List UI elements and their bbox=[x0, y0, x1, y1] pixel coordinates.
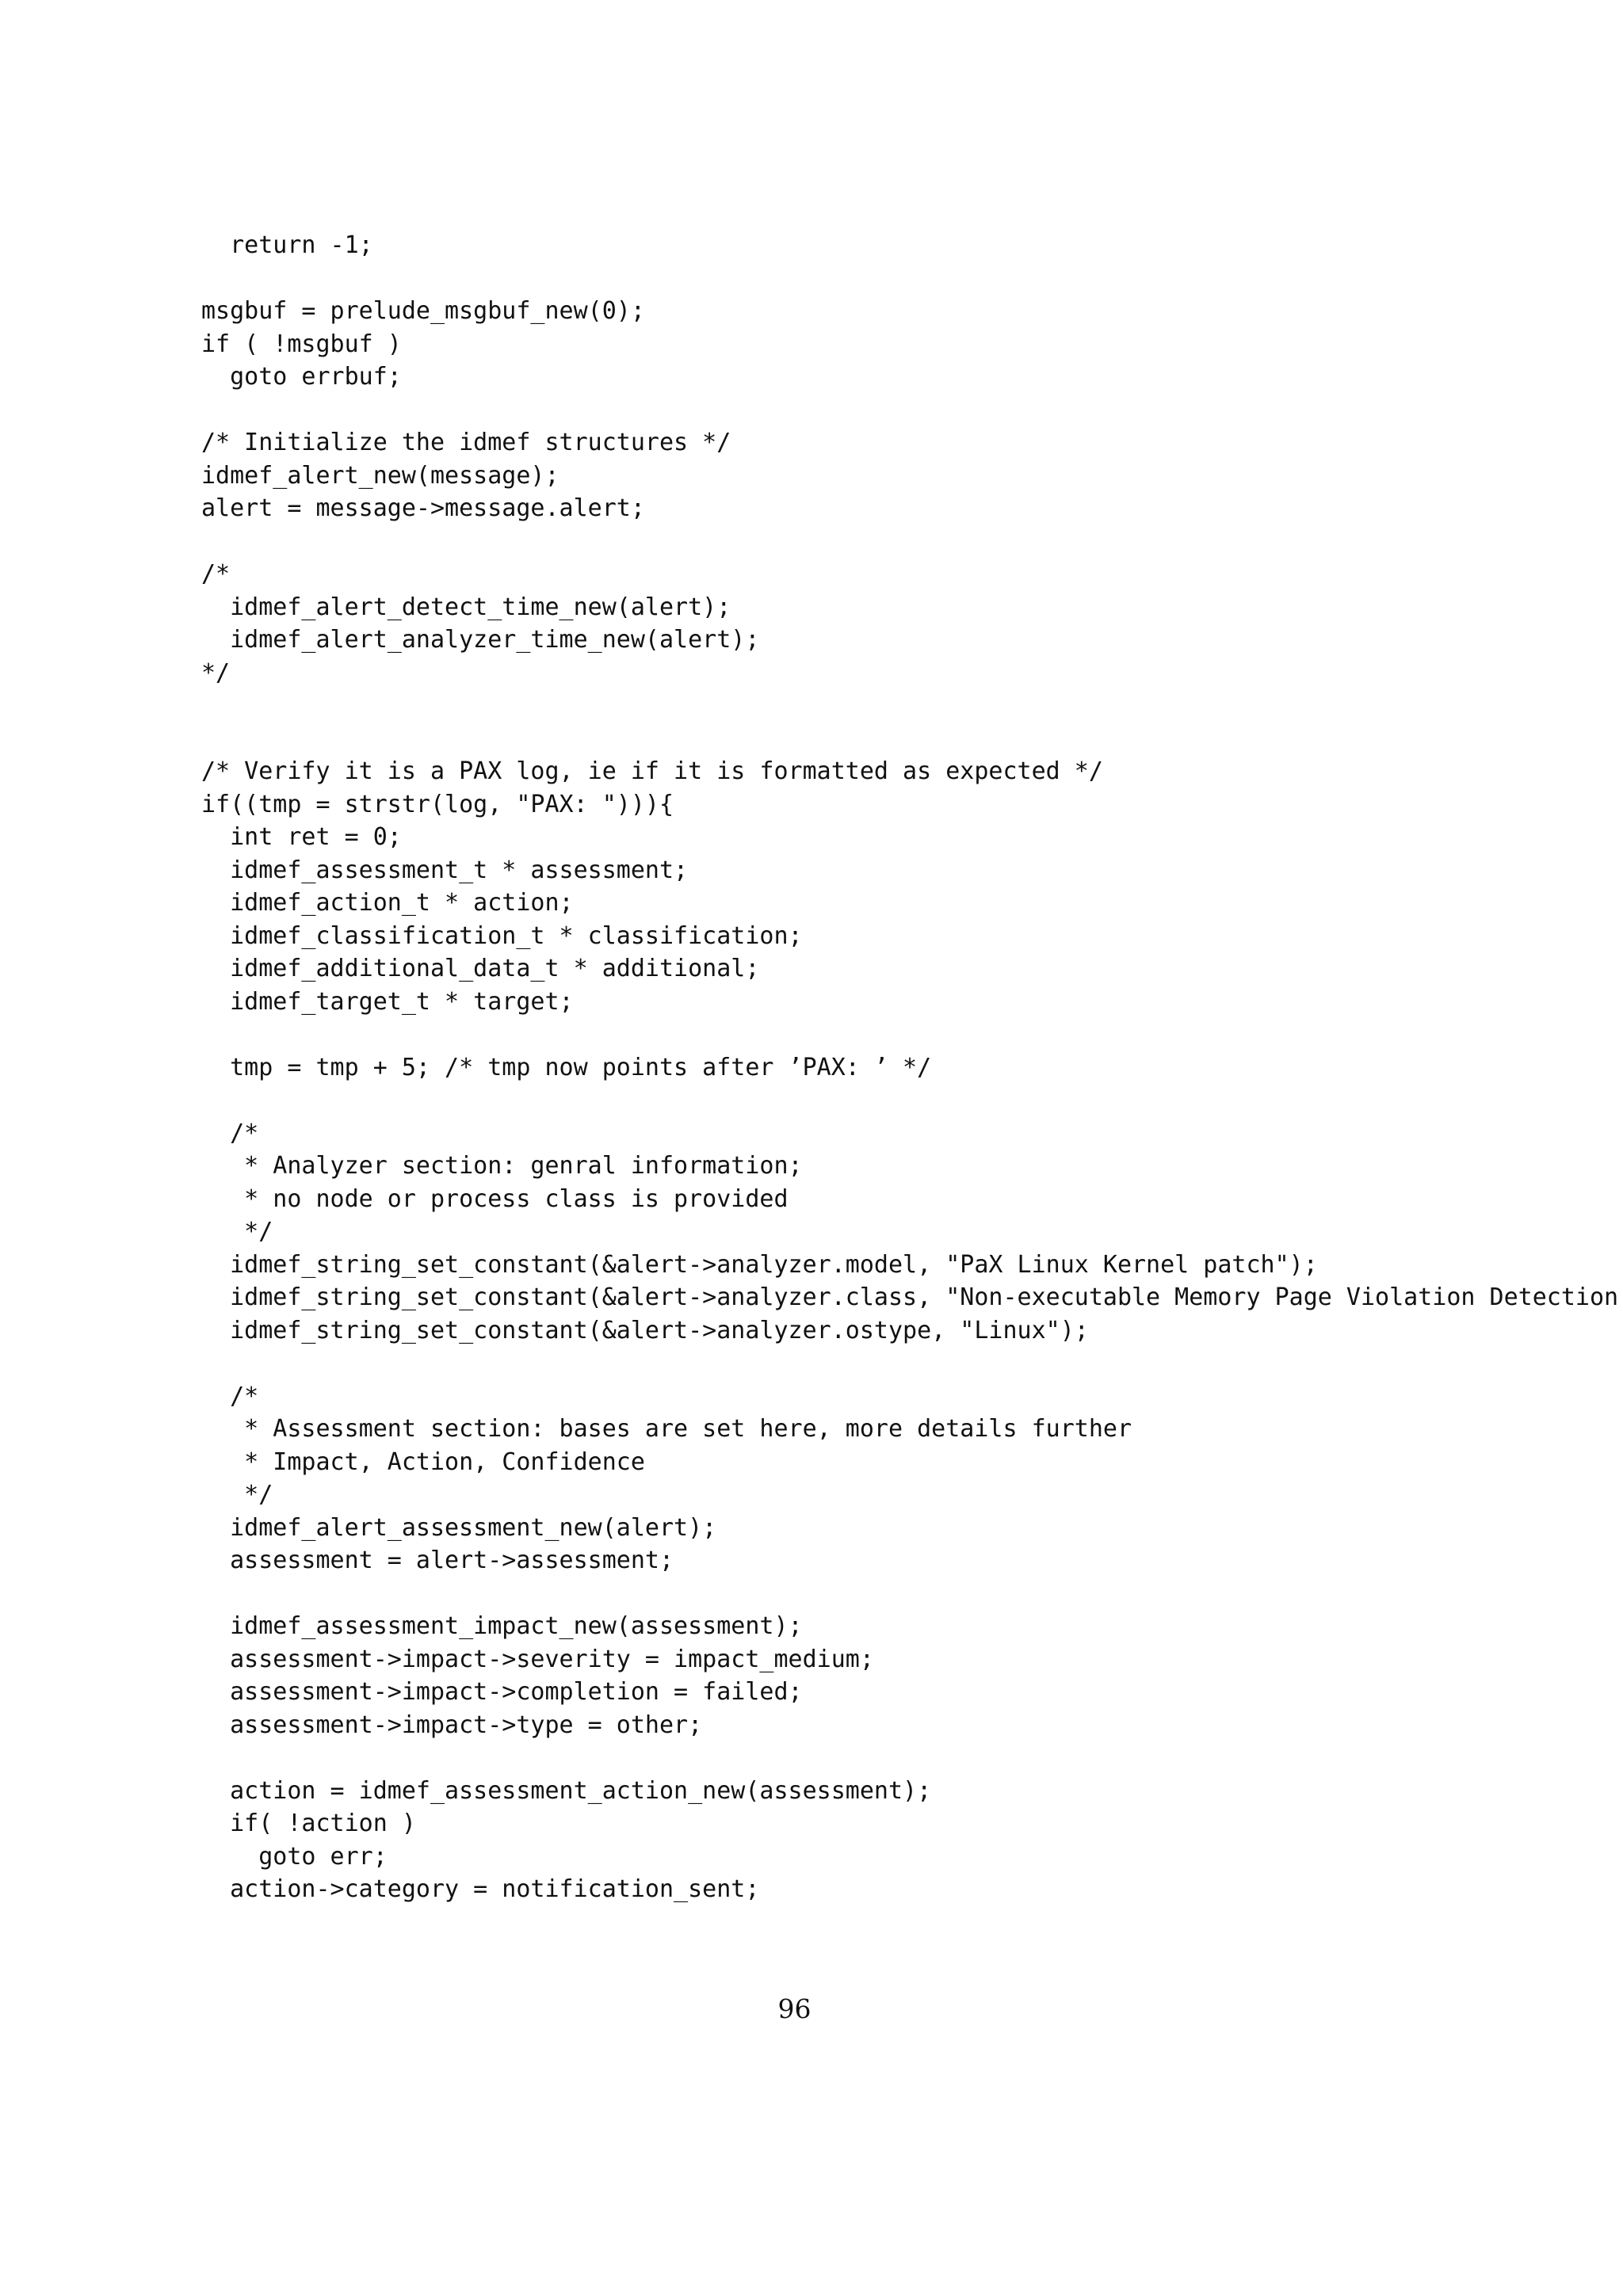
code-line: if ( !msgbuf ) bbox=[201, 330, 402, 358]
code-line bbox=[201, 1018, 1618, 1051]
code-line: idmef_alert_analyzer_time_new(alert); bbox=[201, 626, 760, 654]
code-line: idmef_action_t * action; bbox=[201, 889, 574, 917]
code-line: idmef_assessment_t * assessment; bbox=[201, 856, 689, 884]
code-line bbox=[201, 394, 1618, 427]
code-line bbox=[201, 262, 1618, 296]
code-line: tmp = tmp + 5; /* tmp now points after ’PAX: ’ */ bbox=[201, 1053, 932, 1081]
code-line: * Impact, Action, Confidence bbox=[201, 1447, 645, 1476]
code-line: idmef_additional_data_t * additional; bbox=[201, 955, 760, 982]
code-line: idmef_alert_new(message); bbox=[201, 461, 559, 490]
code-line: if((tmp = strstr(log, "PAX: "))){ bbox=[201, 790, 674, 818]
code-line: /* bbox=[201, 560, 231, 588]
code-listing bbox=[201, 229, 1618, 1906]
code-line: int ret = 0; bbox=[201, 823, 402, 851]
code-line bbox=[201, 1577, 1618, 1611]
code-line: /* Initialize the idmef structures */ bbox=[201, 429, 731, 456]
code-line: assessment->impact->type = other; bbox=[201, 1711, 703, 1739]
code-line: action->category = notification_sent; bbox=[201, 1875, 760, 1903]
code-line bbox=[201, 525, 1618, 559]
code-line bbox=[201, 1084, 1618, 1117]
code-line: */ bbox=[201, 1481, 273, 1508]
code-line: idmef_target_t * target; bbox=[201, 987, 574, 1016]
code-line: idmef_string_set_constant(&alert->analyzer.class, "Non-executable Memory Page Violation Detection bbox=[201, 1283, 1619, 1311]
code-line: idmef_alert_detect_time_new(alert); bbox=[201, 593, 731, 621]
code-line: * Assessment section: bases are set here, more details further bbox=[201, 1415, 1132, 1443]
code-line bbox=[201, 1741, 1618, 1775]
code-line: /* bbox=[201, 1119, 259, 1147]
code-line: return -1; bbox=[201, 231, 373, 259]
code-line: if( !action ) bbox=[201, 1810, 416, 1837]
code-line: goto err; bbox=[201, 1842, 388, 1871]
code-line: alert = message->message.alert; bbox=[201, 494, 645, 522]
code-line bbox=[201, 689, 1618, 723]
code-line bbox=[201, 1347, 1618, 1380]
page-number: 96 bbox=[777, 1993, 812, 2024]
code-line: idmef_alert_assessment_new(alert); bbox=[201, 1513, 717, 1542]
code-line: */ bbox=[201, 1218, 273, 1245]
code-line: idmef_assessment_impact_new(assessment); bbox=[201, 1612, 803, 1640]
code-line: idmef_string_set_constant(&alert->analyzer.ostype, "Linux"); bbox=[201, 1316, 1089, 1344]
code-line: * Analyzer section: genral information; bbox=[201, 1152, 803, 1180]
code-line: */ bbox=[201, 658, 231, 687]
code-line: * no node or process class is provided bbox=[201, 1184, 789, 1213]
code-line: action = idmef_assessment_action_new(assessment); bbox=[201, 1776, 932, 1805]
code-line: idmef_string_set_constant(&alert->analyzer.model, "PaX Linux Kernel patch"); bbox=[201, 1250, 1318, 1279]
code-line: assessment->impact->severity = impact_medium; bbox=[201, 1645, 874, 1673]
code-line: goto errbuf; bbox=[201, 363, 402, 391]
code-line: msgbuf = prelude_msgbuf_new(0); bbox=[201, 297, 645, 325]
code-line bbox=[201, 723, 1618, 756]
code-line: assessment->impact->completion = failed; bbox=[201, 1678, 803, 1706]
code-line: idmef_classification_t * classification; bbox=[201, 921, 803, 950]
code-line: assessment = alert->assessment; bbox=[201, 1547, 674, 1574]
code-line: /* bbox=[201, 1382, 259, 1410]
code-line: /* Verify it is a PAX log, ie if it is formatted as expected */ bbox=[201, 757, 1103, 785]
